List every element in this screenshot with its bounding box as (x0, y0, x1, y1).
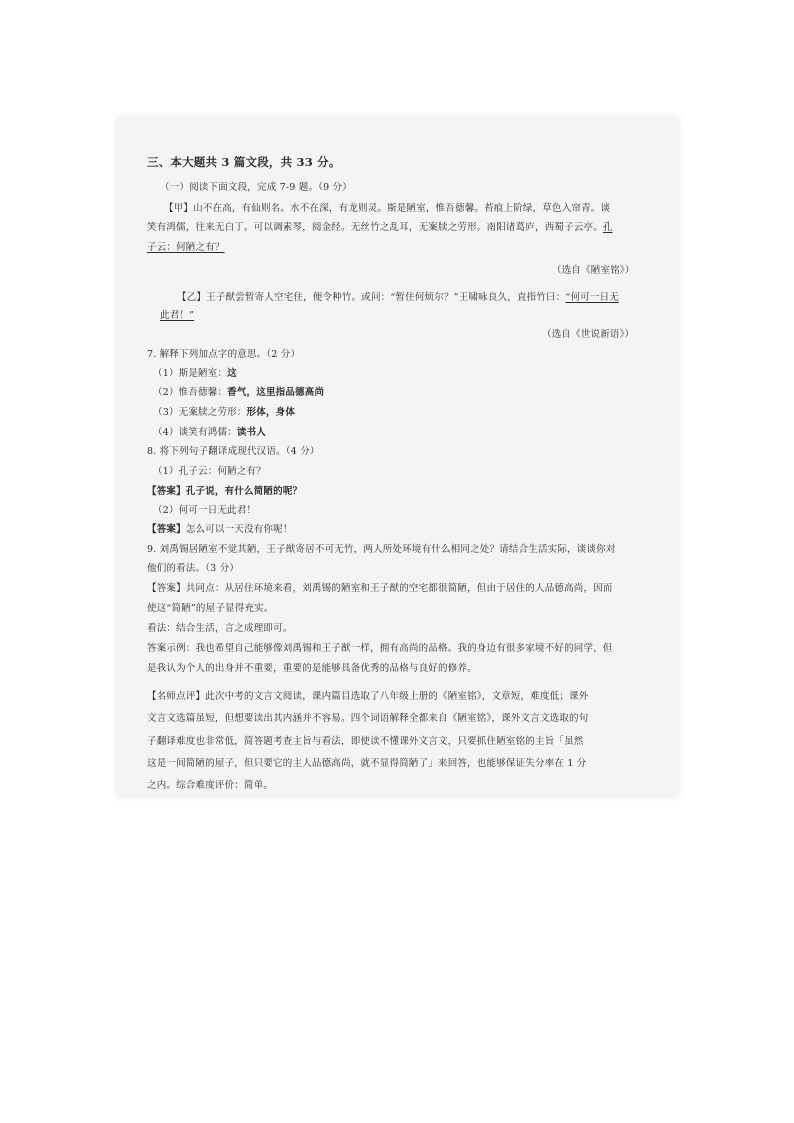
comment-line-2: 文言文选篇虽短，但想要读出其内涵并不容易。四个词语解释全都来自《陋室铭》，课外文言文选取的句 (147, 713, 589, 724)
q7-item-3-answer: 形体，身体 (246, 407, 296, 418)
q8-answer-1-text: 孔子说，有什么简陋的呢？ (185, 486, 303, 497)
q7-stem: 7. 解释下列加点字的意思。（2 分） (147, 349, 301, 360)
q7-item-4-question: （4）谈笑有鸿儒： (153, 427, 237, 438)
comment-line-5: 之内。综合难度评价：简单。 (147, 780, 274, 791)
answer-tag: 【答案】 (147, 486, 186, 497)
yi-line-2: 此君！” (160, 310, 195, 321)
q7-item-4 (153, 426, 266, 439)
q7-item-1-answer: 这 (227, 368, 237, 379)
q9-stem-2: 他们的看法。（3 分） (147, 563, 240, 574)
q7-item-1-question: （1）斯是陋室： (153, 368, 228, 379)
section-title: 三、本大题共 3 篇文段，共 33 分。 (147, 155, 341, 169)
q9-answer-3: 看法：结合生活，言之成理即可。 (147, 623, 293, 634)
jia-line-2 (147, 221, 613, 234)
q9-answer-1: 【答案】共同点：从居住环境来看，刘禹锡的陋室和王子猷的空宅都很简陋，但由于居住的人品德高尚，因而 (147, 583, 613, 594)
q7-item-4-answer: 读书人 (236, 427, 266, 438)
q8-stem: 8. 将下列句子翻译成现代汉语。（4 分） (147, 446, 320, 457)
q8-answer-2 (147, 523, 293, 536)
q7-item-2 (153, 386, 324, 399)
jia-line-2-text: 笑有鸿儒，往来无白丁。可以调素琴，阅金经。无丝竹之乱耳，无案牍之劳形。南阳诸葛庐，西蜀子云亭。 (147, 222, 603, 233)
q9-answer-2: 使这“简陋”的屋子显得充实。 (147, 603, 274, 614)
yi-line-1-underlined: “何可一日无 (565, 292, 619, 303)
q7-item-3 (153, 406, 295, 419)
q7-item-3-question: （3）无案牍之劳形： (153, 407, 247, 418)
part1-intro: （一）阅读下面文段，完成 7-9 题。（9 分） (160, 182, 352, 193)
q9-answer-5: 是我认为个人的出身并不重要，重要的是能够具备优秀的品格与良好的修养。 (147, 663, 477, 674)
answer-tag: 【答案】 (147, 524, 186, 535)
q9-answer-4: 答案示例：我也希望自己能够像刘禹锡和王子猷一样，拥有高尚的品格。我的身边有很多家境不好的同学，但 (147, 643, 613, 654)
jia-line-3: 子云：何陋之有？ (147, 242, 225, 253)
comment-line-1: 【名师点评】此次中考的文言文阅读，课内篇目选取了八年级上册的《陋室铭》，文章短，难度低；课外 (147, 691, 589, 702)
q8-sentence-2: （2）何可一日无此君！ (153, 505, 257, 516)
yi-line-1 (177, 291, 619, 304)
jia-line-2-underlined: 孔 (602, 222, 613, 233)
q7-item-1 (153, 367, 237, 380)
q7-item-2-question: （2）惟吾德馨： (153, 387, 228, 398)
comment-line-4: 这是一间简陋的屋子，但只要它的主人品德高尚，就不显得简陋了」来回答，也能够保证失分率在 1 分 (147, 758, 587, 769)
comment-line-3: 子翻译难度也非常低，简答题考查主旨与看法，即使读不懂课外文言文，只要抓住陋室铭的主旨「虽然 (147, 736, 584, 747)
q7-item-2-answer: 香气，这里指品德高尚 (227, 387, 325, 398)
q8-answer-1 (147, 485, 302, 498)
q9-stem-1: 9. 刘禹锡居陋室不觉其陋，王子猷寄居不可无竹，两人所处环境有什么相同之处？请结合生活实际，谈谈你对 (147, 544, 616, 555)
yi-source: （选自《世说新语》） (542, 329, 635, 340)
q8-sentence-1: （1）孔子云：何陋之有？ (153, 466, 266, 477)
jia-source: （选自《陋室铭》） (552, 265, 635, 276)
jia-line-1: 【甲】山不在高，有仙则名。水不在深，有龙则灵。斯是陋室，惟吾德馨。苔痕上阶绿，草色入帘青。谈 (164, 203, 611, 214)
yi-line-1-text: 【乙】王子猷尝暂寄人空宅住，便令种竹。或问：“暂住何烦尔？”王啸咏良久，直指竹曰： (177, 292, 566, 303)
q8-answer-2-text: 怎么可以一天没有你呢！ (185, 524, 293, 535)
